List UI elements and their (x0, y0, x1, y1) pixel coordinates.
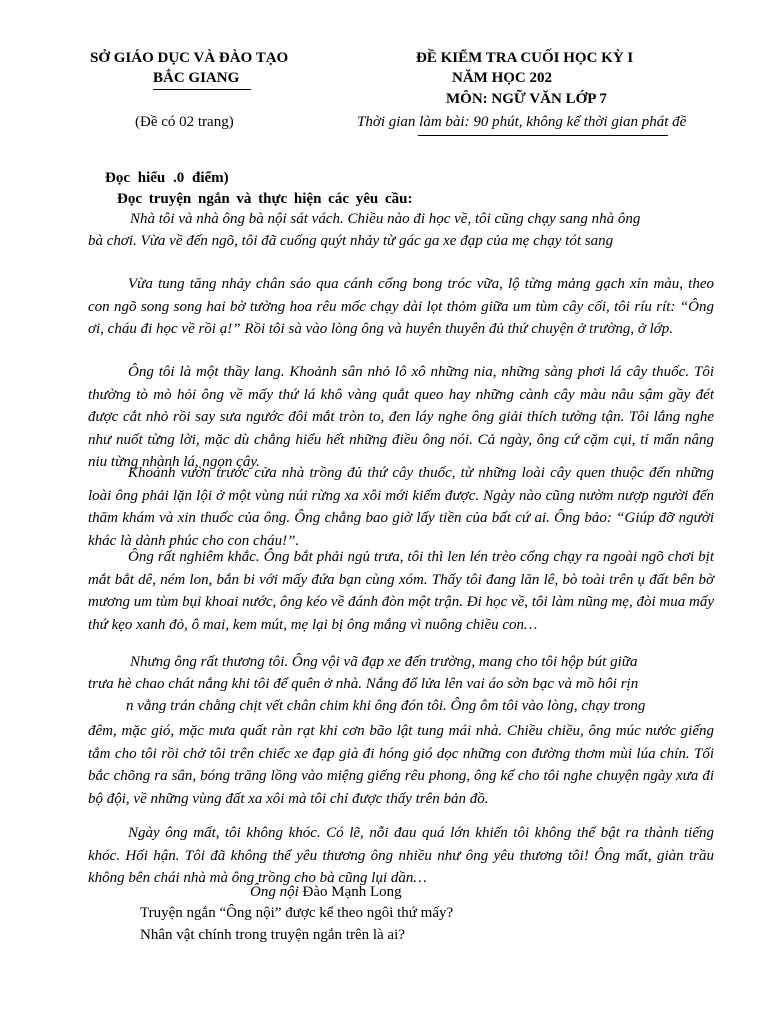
subject: MÔN: NGỮ VĂN LỚP 7 (446, 91, 607, 107)
source-author: Đào Mạnh Long (302, 884, 402, 900)
story-paragraph-3: Ông tôi là một thầy lang. Khoảnh sân nhỏ lô xô những nia, những sàng phơi lá cây thuốc. Tôi thường tò mò hỏi ông về mấy thứ lá khô vàng quắt queo hay những cành cây màu nâu sậm gầy đét được cắt nhỏ rồi say sưa ngước đôi mắt tròn to, đen láy nghe ông giải thích tường tận. Tôi lắng nghe như nuốt từng lời, mặc dù chẳng hiểu hết những điều ông nói. Cả ngày, ông cứ cặm cụi, tỉ mẩn nâng niu từng nhành lá, ngọn cây. (88, 364, 714, 470)
story-p1-line1: Nhà tôi và nhà ông bà nội sát vách. Chiều nào đi học về, tôi cũng chạy sang nhà ông (130, 211, 641, 227)
section-title: Đọc hiểu .0 điểm) (105, 170, 229, 186)
time-limit-underline (418, 135, 668, 136)
question-1: Truyện ngắn “Ông nội” được kể theo ngôi thứ mấy? (140, 905, 454, 921)
story-p1-line2: bà chơi. Vừa về đến ngõ, tôi đã cuống quýt nhảy từ gác ga xe đạp của mẹ chạy tót sang (88, 233, 614, 249)
province-name: BẮC GIANG (153, 70, 240, 86)
school-year: NĂM HỌC 202 (452, 70, 552, 86)
story-p6-line3: n vằng trán chằng chịt vết chân chim khi ông đón tôi. Ông ôm tôi vào lòng, chạy trong (126, 698, 646, 714)
story-paragraph-2: Vừa tung tăng nhảy chân sáo qua cánh cổng bong tróc vữa, lộ từng mảng gạch xỉn màu, theo con ngõ song song hai bờ tường hoa rêu mốc chạy dài lọt thỏm giữa um tùm cây cối, tôi ríu rít: “Ông ơi, cháu đi học về rồi ạ!” Rồi tôi sà vào lòng ông và huyên thuyên đủ thứ chuyện ở trường, ở lớp. (88, 276, 714, 337)
source-line (250, 884, 402, 901)
story-paragraph-6-rest: đêm, mặc gió, mặc mưa quất ràn rạt khi cơn bão lật tung mái nhà. Chiều chiều, ông múc nước giếng tắm cho tôi rồi chở tôi trên chiếc xe đạp già đi hóng gió dọc những con đường thơm mùi lúa chín. Tối bắc chõng ra sân, bóng trăng lồng vào miệng giếng rêu phong, ông kể cho tôi nghe chuyện ngày xưa đi bộ đội, về những vùng đất xa xôi mà tôi chỉ được thấy trên bản đồ. (88, 723, 714, 807)
source-title: Ông nội (250, 884, 299, 900)
department-name: SỞ GIÁO DỤC VÀ ĐÀO TẠO (90, 50, 289, 66)
question-2: Nhân vật chính trong truyện ngắn trên là ai? (140, 927, 405, 943)
exam-title: ĐỀ KIỂM TRA CUỐI HỌC KỲ I (416, 50, 634, 66)
story-p6-line1: Nhưng ông rất thương tôi. Ông vội vã đạp xe đến trường, mang cho tôi hộp bút giữa (130, 654, 638, 670)
story-paragraph-4: Khoảnh vườn trước cửa nhà trồng đủ thứ cây thuốc, từ những loài cây quen thuộc đến những loài ông phải lặn lội ở một vùng núi rừng xa xôi mới kiếm được. Ngày nào cũng nườm nượp người đến thăm khám và xin thuốc của ông. Ông chẳng bao giờ lấy tiền của bất cứ ai. Ông bảo: “Giúp đỡ người khác là dành phúc cho con cháu!”. (88, 465, 714, 549)
story-paragraph-5: Ông rất nghiêm khắc. Ông bắt phải ngủ trưa, tôi thì len lén trèo cổng chạy ra ngoài ngõ chơi bịt mắt bắt dê, ném lon, bắn bi với mấy đứa bạn cùng xóm. Thấy tôi đang lăn lê, bò toài trên ụ đất bên bờ mương um tùm bụi khoai nước, ông kéo về đánh đòn một trận. Đi học về, tôi làm nũng mẹ, đòi mua mấy thứ kẹo xanh đỏ, ô mai, kem mút, mẹ lại bị ông mắng vì nuông chiều con… (88, 549, 714, 633)
province-underline (153, 89, 251, 90)
story-p6-line2: trưa hè chao chát nắng khi tôi để quên ở nhà. Nắng đổ lửa lên vai áo sờn bạc và mồ hôi rịn (88, 676, 639, 692)
page-count-note: (Đề có 02 trang) (135, 114, 234, 130)
section-instruction: Đọc truyện ngắn và thực hiện các yêu cầu: (117, 191, 413, 207)
time-limit: Thời gian làm bài: 90 phút, không kể thời gian phát đề (357, 114, 687, 130)
story-paragraph-7: Ngày ông mất, tôi không khóc. Có lẽ, nỗi đau quá lớn khiến tôi không thể bật ra thành tiếng khóc. Hối hận. Tôi đã không thể yêu thương ông nhiều như ông yêu thương tôi! Ông mất, giàn trầu không bên chái nhà mà ông trồng cho bà cũng lụi dần… (88, 825, 714, 886)
